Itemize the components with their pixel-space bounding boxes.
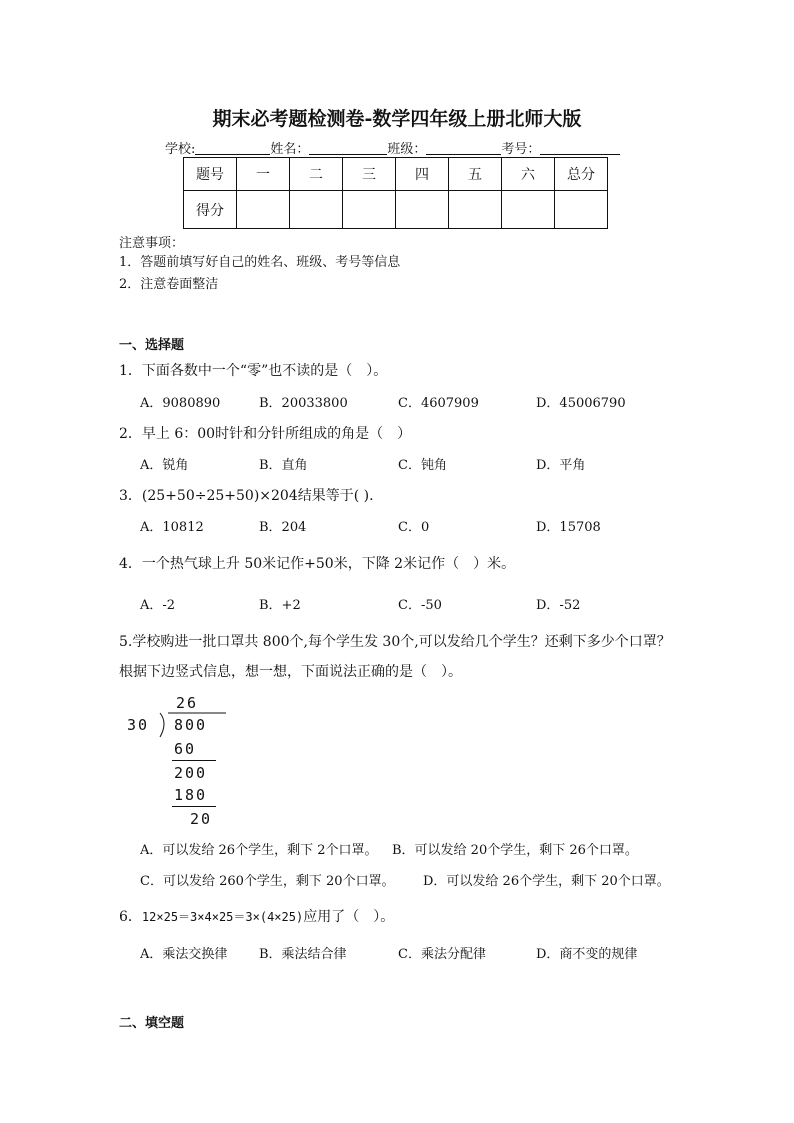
- question-6: [119, 906, 394, 926]
- q6-option-b[interactable]: B．乘法结合律: [259, 947, 347, 962]
- class-blank[interactable]: [426, 140, 501, 155]
- question-4: 4．一个热气球上升 50米记作+50米，下降 2米记作（ ）米。: [119, 556, 516, 572]
- q2-option-c[interactable]: C．钝角: [398, 458, 447, 473]
- division-remainder: 20: [190, 810, 213, 828]
- division-quotient: 26: [176, 694, 199, 712]
- q2-option-b[interactable]: B．直角: [259, 458, 308, 473]
- q6-number: 6．: [119, 909, 142, 925]
- header-cell: 二: [290, 158, 343, 191]
- q4-option-d[interactable]: D．-52: [536, 598, 581, 613]
- division-step2: 200: [174, 764, 208, 782]
- q1-option-a[interactable]: A．9080890: [140, 396, 221, 411]
- q5-option-d[interactable]: D．可以发给 26个学生，剩下 20个口罩。: [423, 874, 670, 889]
- header-cell: 四: [396, 158, 449, 191]
- score-cell[interactable]: [396, 191, 449, 229]
- q5-option-c[interactable]: C．可以发给 260个学生，剩下 20个口罩。: [140, 874, 395, 889]
- student-info-line: [165, 138, 620, 157]
- question-5-line1: 5.学校购进一批口罩共 800个,每个学生发 30个,可以发给几个学生？还剩下多少个口罩？: [119, 634, 671, 650]
- q1-option-d[interactable]: D．45006790: [536, 396, 626, 411]
- q6-option-a[interactable]: A．乘法交换律: [140, 947, 228, 962]
- q2-option-d[interactable]: D．平角: [536, 458, 586, 473]
- header-cell: 五: [449, 158, 502, 191]
- division-line: [172, 760, 216, 761]
- q4-option-b[interactable]: B．+2: [259, 598, 301, 613]
- score-cell[interactable]: [343, 191, 396, 229]
- q3-option-b[interactable]: B．204: [259, 520, 307, 535]
- question-1: 1．下面各数中一个“零”也不读的是（ ）。: [119, 363, 388, 379]
- name-label: 姓名：: [270, 142, 310, 157]
- q6-option-c[interactable]: C．乘法分配律: [398, 947, 486, 962]
- section-heading-choice: 一、选择题: [119, 338, 185, 353]
- note-item: 1．答题前填写好自己的姓名、班级、考号等信息: [119, 255, 401, 270]
- question-3: 3．(25+50÷25+50)×204结果等于( ).: [119, 488, 374, 504]
- header-cell: 三: [343, 158, 396, 191]
- school-blank[interactable]: [195, 140, 270, 155]
- q3-option-c[interactable]: C．0: [398, 520, 430, 535]
- score-label-cell: 得分: [184, 191, 237, 229]
- name-blank[interactable]: [309, 140, 387, 155]
- q5-option-b[interactable]: B．可以发给 20个学生，剩下 26个口罩。: [392, 843, 638, 858]
- q1-option-c[interactable]: C．4607909: [398, 396, 479, 411]
- header-cell: 六: [502, 158, 555, 191]
- score-cell[interactable]: [502, 191, 555, 229]
- q3-option-a[interactable]: A．10812: [140, 520, 204, 535]
- division-divisor: 30: [127, 716, 150, 734]
- division-step1: 60: [174, 740, 197, 758]
- header-cell: 总分: [555, 158, 608, 191]
- division-line: [172, 806, 216, 807]
- score-cell[interactable]: [449, 191, 502, 229]
- q4-option-a[interactable]: A．-2: [140, 598, 176, 613]
- score-cell[interactable]: [555, 191, 608, 229]
- header-cell: 题号: [184, 158, 237, 191]
- header-cell: 一: [237, 158, 290, 191]
- score-table: [183, 157, 608, 229]
- q1-option-b[interactable]: B．20033800: [259, 396, 348, 411]
- question-5-line2: 根据下边竖式信息，想一想，下面说法正确的是（ ）。: [119, 664, 462, 680]
- exam-no-blank[interactable]: [540, 140, 620, 155]
- q6-option-d[interactable]: D．商不变的规律: [536, 947, 638, 962]
- q4-option-c[interactable]: C．-50: [398, 598, 442, 613]
- school-label: 学校:: [165, 142, 196, 157]
- score-cell[interactable]: [290, 191, 343, 229]
- question-2: 2．早上 6：00时针和分针所组成的角是（ ）: [119, 426, 412, 442]
- q6-formula: 12×25＝3×4×25＝3×(4×25): [141, 910, 304, 924]
- page-title: 期末必考题检测卷-数学四年级上册北师大版: [212, 108, 582, 130]
- exam-no-label: 考号：: [501, 142, 541, 157]
- q5-option-a[interactable]: A．可以发给 26个学生，剩下 2个口罩。: [140, 843, 378, 858]
- note-item: 2．注意卷面整洁: [119, 277, 219, 292]
- q3-option-d[interactable]: D．15708: [536, 520, 601, 535]
- q6-suffix: 应用了（ ）。: [303, 909, 395, 925]
- score-cell[interactable]: [237, 191, 290, 229]
- division-dividend: 800: [174, 716, 208, 734]
- division-step3: 180: [174, 786, 208, 804]
- q2-option-a[interactable]: A．锐角: [140, 458, 189, 473]
- class-label: 班级：: [387, 142, 427, 157]
- notes-heading: 注意事项：: [119, 236, 185, 251]
- section-heading-fill: 二、填空题: [119, 1016, 185, 1031]
